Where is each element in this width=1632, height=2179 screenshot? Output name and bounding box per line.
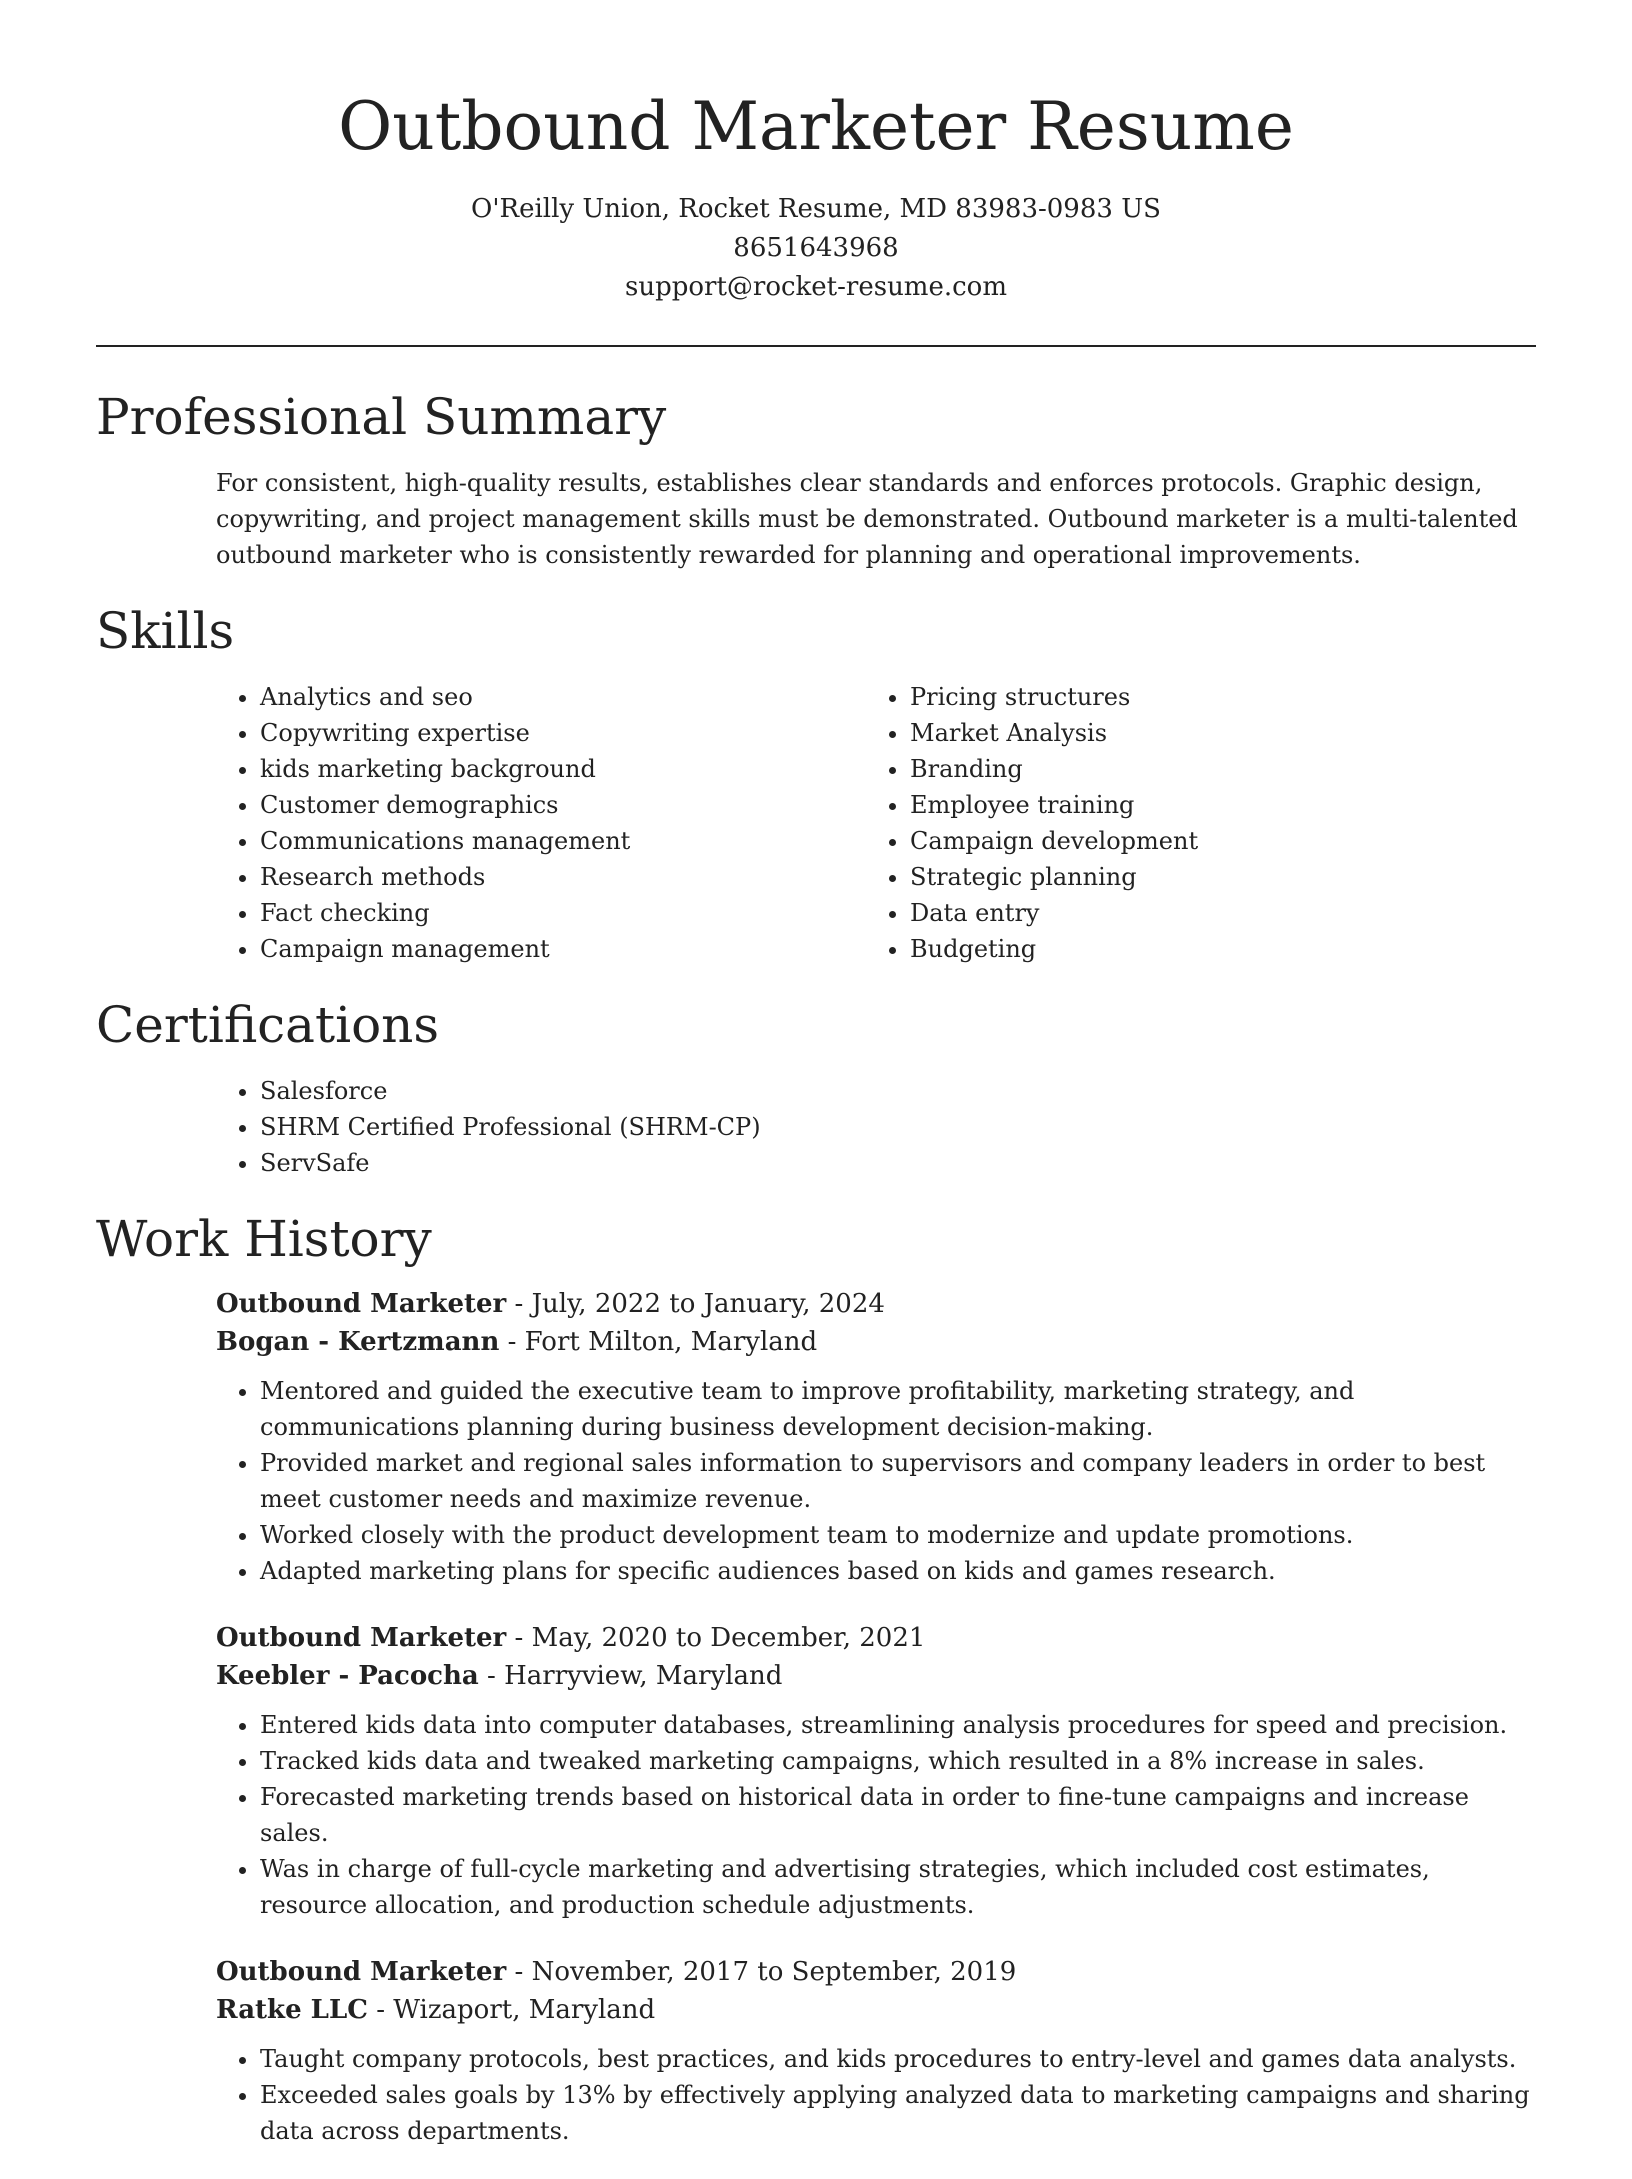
job-company: Keebler - Pacocha [216, 1661, 479, 1691]
skill-item: • Employee training [910, 787, 1516, 823]
job-company: Bogan - Kertzmann [216, 1327, 500, 1357]
skills-column-right [866, 679, 1516, 967]
contact-block [96, 190, 1536, 307]
summary-text: For consistent, high-quality results, establishes clear standards and enforces protocols. Graphic design, copywriting, and project management skills must be demonstrated. Outbound marketer is a multi-talented outbound marketer who is consistently rewarded for planning and operational improvements. [216, 469, 1518, 569]
work-history-heading: Work History [96, 1210, 432, 1268]
resume-header [96, 0, 1536, 307]
certifications-body [96, 1073, 1536, 1181]
certification-item: • ServSafe [260, 1145, 1536, 1181]
skill-item: • Market Analysis [910, 715, 1516, 751]
job-company-line [216, 1657, 1536, 1695]
certifications-section [96, 993, 1536, 1181]
skills-grid [96, 679, 1536, 967]
job-bullet: • Adapted marketing plans for specific audiences based on kids and games research. [260, 1553, 1536, 1589]
job-company: Ratke LLC [216, 1995, 368, 2025]
job-role: Outbound Marketer [216, 1289, 507, 1319]
job-bullets [216, 2041, 1536, 2149]
job-bullet: • Taught company protocols, best practices, and kids procedures to entry-level and games data analysts. [260, 2041, 1536, 2077]
job-dates: - May, 2020 to December, 2021 [506, 1623, 926, 1653]
job-dates: - July, 2022 to January, 2024 [506, 1289, 885, 1319]
skills-list-right [866, 679, 1516, 967]
contact-address: O'Reilly Union, Rocket Resume, MD 83983-0983 US [471, 194, 1161, 224]
skill-item: • Strategic planning [910, 859, 1516, 895]
job-bullet: • Worked closely with the product development team to modernize and update promotions. [260, 1517, 1536, 1553]
job-bullet: • Entered kids data into computer databases, streamlining analysis procedures for speed and precision. [260, 1707, 1536, 1743]
skill-item: • Campaign development [910, 823, 1516, 859]
certification-item: • Salesforce [260, 1073, 1536, 1109]
job-location: - Wizaport, Maryland [367, 1995, 656, 2025]
skill-item: • Research methods [260, 859, 866, 895]
job-location: - Fort Milton, Maryland [499, 1327, 818, 1357]
skill-item: • Campaign management [260, 931, 866, 967]
skill-item: • Fact checking [260, 895, 866, 931]
job-location: - Harryview, Maryland [478, 1661, 783, 1691]
job-bullet: • Provided market and regional sales information to supervisors and company leaders in order to best meet customer needs and maximize revenue. [260, 1445, 1536, 1517]
job-bullet: • Forecasted marketing trends based on historical data in order to fine-tune campaigns and increase sales. [260, 1779, 1536, 1851]
job-bullets [216, 1373, 1536, 1589]
header-divider [96, 345, 1536, 347]
certification-item: • SHRM Certified Professional (SHRM-CP) [260, 1109, 1536, 1145]
resume-page [96, 0, 1536, 2179]
work-history-body [96, 1285, 1536, 2149]
job-entry [216, 1619, 1536, 1923]
skill-item: • Customer demographics [260, 787, 866, 823]
resume-title: Outbound Marketer Resume [338, 88, 1294, 165]
job-role: Outbound Marketer [216, 1957, 507, 1987]
skills-column-left [216, 679, 866, 967]
skill-item: • Analytics and seo [260, 679, 866, 715]
job-title-line [216, 1619, 1536, 1657]
skill-item: • Branding [910, 751, 1516, 787]
job-bullet: • Exceeded sales goals by 13% by effectively applying analyzed data to marketing campaigns and sharing data across departments. [260, 2077, 1536, 2149]
skill-item: • Data entry [910, 895, 1516, 931]
job-company-line [216, 1991, 1536, 2029]
job-entry [216, 1953, 1536, 2149]
job-role: Outbound Marketer [216, 1623, 507, 1653]
job-company-line [216, 1323, 1536, 1361]
job-bullet: • Mentored and guided the executive team to improve profitability, marketing strategy, and communications planning during business development decision-making. [260, 1373, 1536, 1445]
job-dates: - November, 2017 to September, 2019 [506, 1957, 1017, 1987]
job-bullet: • Tracked kids data and tweaked marketing campaigns, which resulted in a 8% increase in sales. [260, 1743, 1536, 1779]
job-entry [216, 1285, 1536, 1589]
certifications-heading: Certifications [96, 996, 440, 1054]
job-bullets [216, 1707, 1536, 1923]
skill-item: • Pricing structures [910, 679, 1516, 715]
summary-section [96, 385, 1536, 573]
work-history-section [96, 1207, 1536, 2149]
summary-heading: Professional Summary [96, 388, 667, 446]
skills-heading: Skills [96, 602, 235, 660]
skills-list-left [216, 679, 866, 967]
contact-phone: 8651643968 [733, 233, 899, 263]
skill-item: • Communications management [260, 823, 866, 859]
job-title-line [216, 1285, 1536, 1323]
certifications-list [216, 1073, 1536, 1181]
skill-item: • Copywriting expertise [260, 715, 866, 751]
summary-body [96, 465, 1536, 573]
job-bullet: • Was in charge of full-cycle marketing and advertising strategies, which included cost estimates, resource allocation, and production schedule adjustments. [260, 1851, 1536, 1923]
skill-item: • Budgeting [910, 931, 1516, 967]
job-title-line [216, 1953, 1536, 1991]
skill-item: • kids marketing background [260, 751, 866, 787]
skills-section [96, 599, 1536, 967]
contact-email: support@rocket-resume.com [624, 272, 1007, 302]
